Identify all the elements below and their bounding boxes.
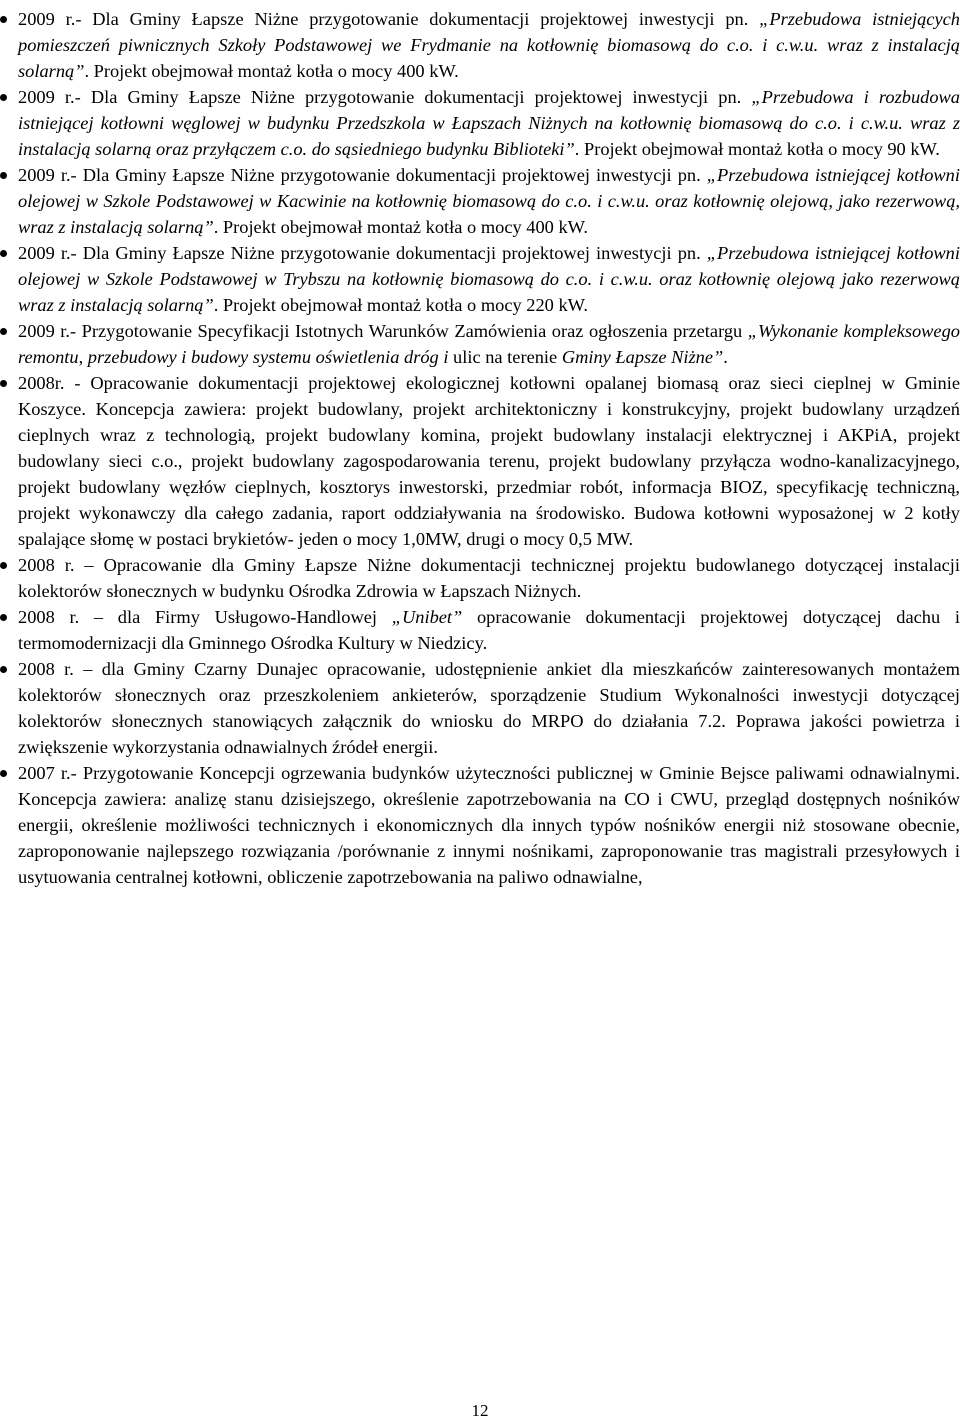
list-item bbox=[0, 760, 960, 890]
text-run: 2008r. - Opracowanie dokumentacji projektowej ekologicznej kotłowni opalanej biomasą oraz sieci cieplnej w Gminie Koszyce. Koncepcja zawiera: projekt budowlany, projekt architektoniczny i konstrukcyjny, projekt budowlany urządzeń cieplnych wraz z technologią, projekt budowlany komina, projekt budowlany instalacji elektrycznej i AKPiA, projekt budowlany sieci c.o., projekt budowlany zagospodarowania terenu, projekt budowlany przyłącza wodno-kanalizacyjnego, projekt budowlany węzłów cieplnych, kosztorys inwestorski, przedmiar robót, informacja BIOZ, specyfikację techniczną, projekt wykonawczy dla całego zadania, raport oddziaływania na środowisko. Budowa kotłowni wyposażonej w 2 kotły spalające słomę w postaci brykietów- jeden o mocy 1,0MW, drugi o mocy 0,5 MW. bbox=[18, 373, 960, 549]
text-run: . Projekt obejmował montaż kotła o mocy 400 kW. bbox=[84, 61, 459, 81]
list-item bbox=[0, 604, 960, 656]
text-run: 2009 r.- Dla Gminy Łapsze Niżne przygotowanie dokumentacji projektowej inwestycji pn. bbox=[18, 243, 707, 263]
bullet-icon bbox=[0, 380, 7, 387]
page-number: 12 bbox=[471, 1401, 489, 1420]
list-item-text bbox=[18, 9, 960, 81]
list-item bbox=[0, 6, 960, 84]
bullet-icon bbox=[0, 562, 7, 569]
list-item-text bbox=[18, 87, 960, 159]
text-run: . bbox=[723, 347, 728, 367]
list-item-text bbox=[18, 165, 960, 237]
italic-text-run: „Przebudowa i rozbudowa istniejącej kotłowni węglowej w budynku Przedszkola w Łapszach Niżnych na kotłownię biomasową do c.o. i c.w.u. wraz z instalacją solarną oraz przyłączem c.o. do sąsiedniego budynku Biblioteki” bbox=[18, 87, 960, 159]
text-run: 2007 r.- Przygotowanie Koncepcji ogrzewania budynków użyteczności publicznej w Gminie Bejsce paliwami odnawialnymi. Koncepcja zawiera: analizę stanu dzisiejszego, określenie zapotrzebowania na CO i CWU, przegląd dostępnych nośników energii, określenie możliwości technicznych i ekonomicznych dla innych typów nośników energii niż stosowane obecnie, zaproponowanie najlepszego rozwiązania /porównanie z innymi nośnikami, zaproponowanie tras magistrali przesyłowych i usytuowania centralnej kotłowni, obliczenie zapotrzebowania na paliwo odnawialne, bbox=[18, 763, 960, 887]
text-run: . Projekt obejmował montaż kotła o mocy 220 kW. bbox=[213, 295, 588, 315]
text-run: . Projekt obejmował montaż kotła o mocy 400 kW. bbox=[213, 217, 588, 237]
list-item-text bbox=[18, 373, 960, 549]
italic-text-run: „Przebudowa istniejących pomieszczeń piwnicznych Szkoły Podstawowej we Frydmanie na kotłownię biomasową do c.o. i c.w.u. wraz z instalacją solarną” bbox=[18, 9, 960, 81]
text-run: 2009 r.- Przygotowanie Specyfikacji Istotnych Warunków Zamówienia oraz ogłoszenia przetargu bbox=[18, 321, 748, 341]
text-run: 2008 r. – Opracowanie dla Gminy Łapsze Niżne dokumentacji technicznej projektu budowlanego dotyczącej instalacji kolektorów słonecznych w budynku Ośrodka Zdrowia w Łapszach Niżnych. bbox=[18, 555, 960, 601]
bullet-icon bbox=[0, 94, 7, 101]
text-run: . Projekt obejmował montaż kotła o mocy 90 kW. bbox=[574, 139, 940, 159]
bullet-icon bbox=[0, 328, 7, 335]
bullet-icon bbox=[0, 614, 7, 621]
list-item bbox=[0, 318, 960, 370]
bullet-icon bbox=[0, 172, 7, 179]
italic-text-run: „Przebudowa istniejącej kotłowni olejowej w Szkole Podstawowej w Trybszu na kotłownię biomasową do c.o. i c.w.u. oraz kotłownię olejową jako rezerwową wraz z instalacją solarną” bbox=[18, 243, 960, 315]
list-item-text bbox=[18, 555, 960, 601]
text-run: 2008 r. – dla Gminy Czarny Dunajec opracowanie, udostępnienie ankiet dla mieszkańców zainteresowanych montażem kolektorów słonecznych oraz przeszkoleniem ankieterów, sporządzenie Studium Wykonalności inwestycji dotyczącej kolektorów słonecznych stanowiących załącznik do wniosku do MRPO do działania 7.2. Poprawa jakości powietrza i zwiększenie wykorzystania odnawialnych źródeł energii. bbox=[18, 659, 960, 757]
bullet-icon bbox=[0, 250, 7, 257]
list-item bbox=[0, 370, 960, 552]
list-item-text bbox=[18, 659, 960, 757]
text-run: 2009 r.- Dla Gminy Łapsze Niżne przygotowanie dokumentacji projektowej inwestycji pn. bbox=[18, 9, 760, 29]
italic-text-run: „Wykonanie kompleksowego remontu, przebudowy i budowy systemu oświetlenia dróg i bbox=[18, 321, 960, 367]
text-run: opracowanie dokumentacji projektowej dotyczącej dachu i termomodernizacji dla Gminnego Ośrodka Kultury w Niedzicy. bbox=[18, 607, 960, 653]
text-run: 2008 r. – dla Firmy Usługowo-Handlowej bbox=[18, 607, 392, 627]
text-run: 2009 r.- Dla Gminy Łapsze Niżne przygotowanie dokumentacji projektowej inwestycji pn. bbox=[18, 87, 752, 107]
list-item bbox=[0, 552, 960, 604]
list-item bbox=[0, 162, 960, 240]
list-item-text bbox=[18, 607, 960, 653]
list-item-text bbox=[18, 243, 960, 315]
text-run: ulic na terenie bbox=[453, 347, 562, 367]
list-item bbox=[0, 240, 960, 318]
italic-text-run: „Przebudowa istniejącej kotłowni olejowej w Szkole Podstawowej w Kacwinie na kotłownię biomasową do c.o. i c.w.u. oraz kotłownię olejową, jako rezerwową, wraz z instalacją solarną” bbox=[18, 165, 960, 237]
bullet-icon bbox=[0, 666, 7, 673]
list-item bbox=[0, 656, 960, 760]
text-run: 2009 r.- Dla Gminy Łapsze Niżne przygotowanie dokumentacji projektowej inwestycji pn. bbox=[18, 165, 707, 185]
list-item-text bbox=[18, 763, 960, 887]
project-list bbox=[0, 6, 960, 890]
bullet-icon bbox=[0, 770, 7, 777]
list-item-text bbox=[18, 321, 960, 367]
list-item bbox=[0, 84, 960, 162]
italic-text-run: „Unibet” bbox=[391, 607, 463, 627]
italic-text-run: Gminy Łapsze Niżne” bbox=[561, 347, 724, 367]
bullet-icon bbox=[0, 16, 7, 23]
